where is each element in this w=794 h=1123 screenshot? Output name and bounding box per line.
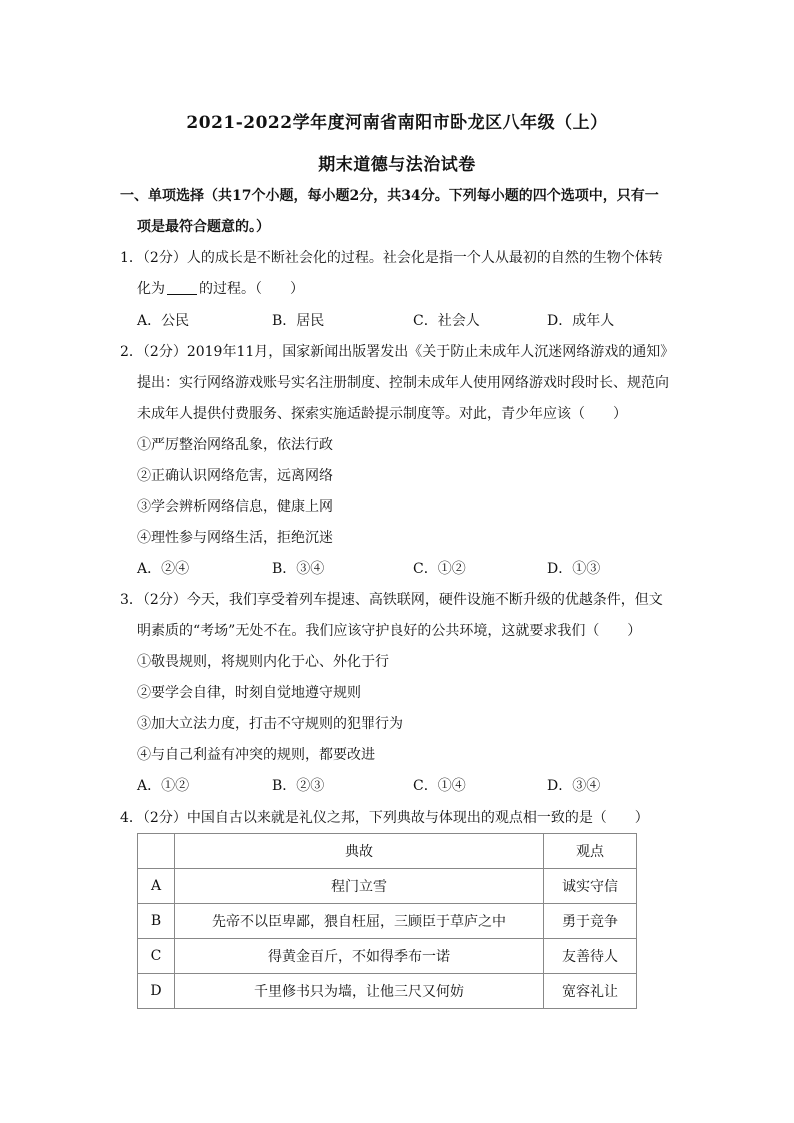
table-cell-story: 得黄金百斤，不如得季布一诺 (175, 939, 544, 974)
question-2-option-c: C．①② (413, 561, 466, 577)
table-header-cell: 观点 (544, 834, 637, 869)
section-heading-cont: 项是最符合题意的。） (137, 219, 270, 235)
question-1-text: 1．（2分）人的成长是不断社会化的过程。社会化是指一个人从最初的自然的生物个体转 (120, 250, 663, 266)
question-4-text: 4．（2分）中国自古以来就是礼仪之邦，下列典故与体现出的观点相一致的是（ ） (120, 810, 649, 826)
table-row (138, 939, 637, 974)
question-2-text-cont2: 未成年人提供付费服务、探索实施适龄提示制度等。对此，青少年应该（ ） (137, 406, 627, 422)
table-cell-story: 先帝不以臣卑鄙，猥自枉屈，三顾臣于草庐之中 (175, 904, 544, 939)
question-3-item-1: ①敬畏规则，将规则内化于心、外化于行 (137, 654, 389, 670)
section-heading: 一、单项选择（共17个小题，每小题2分，共34分。下列每小题的四个选项中，只有一 (120, 188, 659, 204)
question-3-text-cont: 明素质的“考场”无处不在。我们应该守护良好的公共环境，这就要求我们（ ） (137, 623, 642, 639)
page-title: 2021-2022学年度河南省南阳市卧龙区八年级（上） (186, 113, 608, 133)
question-1-pre: 化为 (137, 281, 165, 297)
question-2-option-d: D．①③ (547, 561, 601, 577)
table-cell-view: 诚实守信 (544, 869, 637, 904)
question-3-item-4: ④与自己利益有冲突的规则，都要改进 (137, 747, 375, 763)
question-3-option-d: D．③④ (547, 778, 601, 794)
table-header-cell: 典故 (175, 834, 544, 869)
table-row (138, 904, 637, 939)
table-row (138, 869, 637, 904)
question-1-option-b: B．居民 (272, 313, 325, 329)
question-1-option-a: A．公民 (137, 313, 190, 329)
table-cell-story: 千里修书只为墙，让他三尺又何妨 (175, 974, 544, 1009)
question-4-table (137, 833, 637, 1009)
question-3-item-3: ③加大立法力度，打击不守规则的犯罪行为 (137, 716, 403, 732)
question-2-option-b: B．③④ (272, 561, 325, 577)
question-2-item-2: ②正确认识网络危害，远离网络 (137, 468, 333, 484)
question-1-text-cont (137, 279, 304, 299)
question-2-text-cont: 提出：实行网络游戏账号实名注册制度、控制未成年人使用网络游戏时段时长、规范向 (137, 375, 669, 391)
table-header-row (138, 834, 637, 869)
table-cell-letter: C (138, 939, 175, 974)
question-3-option-b: B．②③ (272, 778, 325, 794)
table-cell-letter: D (138, 974, 175, 1009)
question-3-option-c: C．①④ (413, 778, 466, 794)
table-header-cell (138, 834, 175, 869)
question-2-item-3: ③学会辨析网络信息，健康上网 (137, 499, 333, 515)
question-3-text: 3．（2分）今天，我们享受着列车提速、高铁联网，硬件设施不断升级的优越条件，但文 (120, 592, 663, 608)
table-cell-letter: A (138, 869, 175, 904)
question-3-option-a: A．①② (137, 778, 190, 794)
table-cell-view: 宽容礼让 (544, 974, 637, 1009)
table-cell-view: 勇于竞争 (544, 904, 637, 939)
question-1-option-c: C．社会人 (413, 313, 480, 329)
table-row (138, 974, 637, 1009)
table-cell-letter: B (138, 904, 175, 939)
question-2-text: 2．（2分）2019年11月，国家新闻出版署发出《关于防止未成年人沉迷网络游戏的通知》 (120, 344, 675, 360)
question-2-item-1: ①严厉整治网络乱象，依法行政 (137, 437, 333, 453)
question-2-option-a: A．②④ (137, 561, 190, 577)
question-1-post: 的过程。（ ） (199, 281, 304, 297)
question-1-option-d: D．成年人 (547, 313, 615, 329)
question-2-item-4: ④理性参与网络生活，拒绝沉迷 (137, 530, 333, 546)
table-cell-view: 友善待人 (544, 939, 637, 974)
table-cell-story: 程门立雪 (175, 869, 544, 904)
page-subtitle: 期末道德与法治试卷 (318, 155, 476, 175)
fill-blank (167, 280, 197, 295)
question-3-item-2: ②要学会自律，时刻自觉地遵守规则 (137, 685, 361, 701)
